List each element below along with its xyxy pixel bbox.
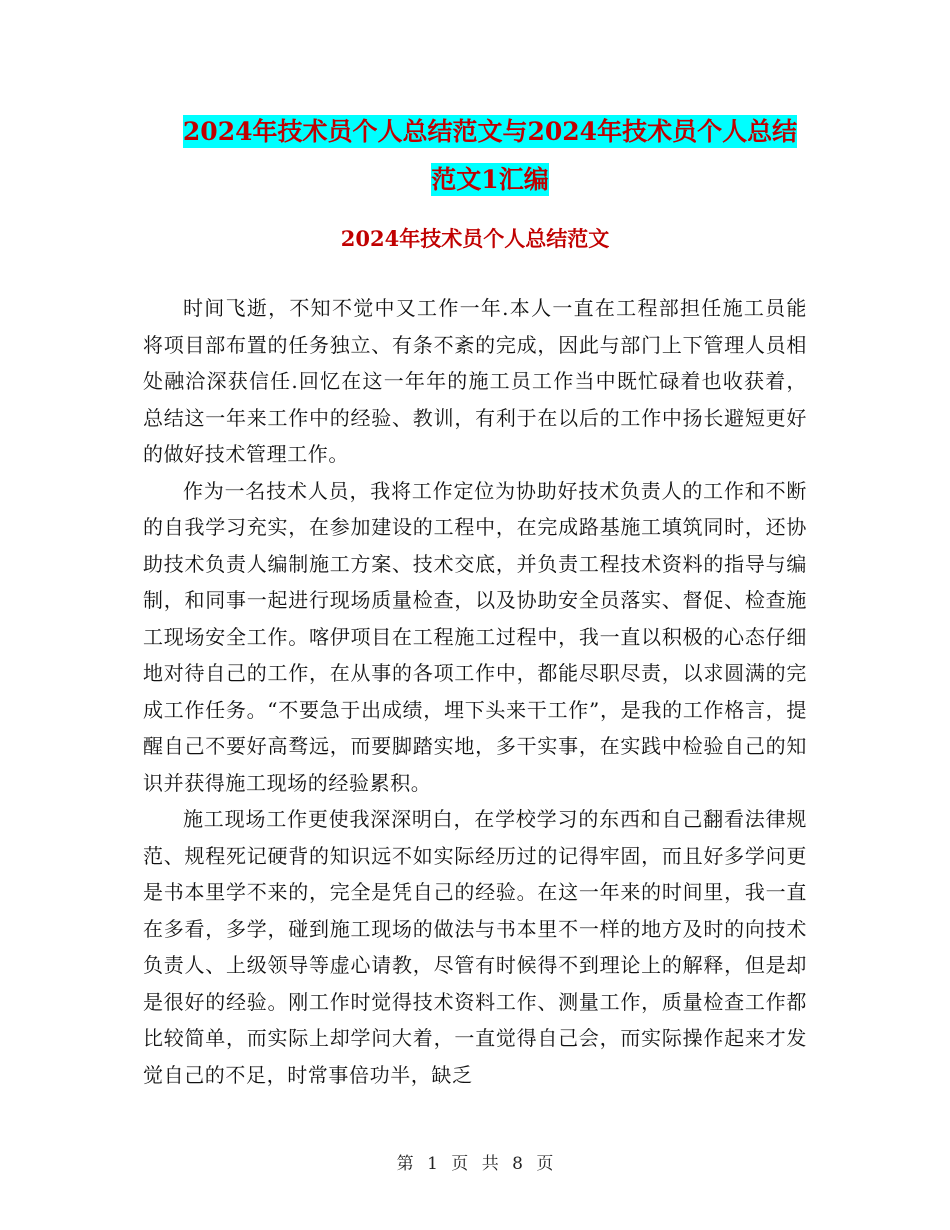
body-paragraph-2: 作为一名技术人员，我将工作定位为协助好技术负责人的工作和不断的自我学习充实，在参加建设的工程中，在完成路基施工填筑同时，还协助技术负责人编制施工方案、技术交底，并负责工程技术资料的指导与编制，和同事一起进行现场质量检查，以及协助安全员落实、督促、检查施工现场安全工作。喀伊项目在工程施工过程中，我一直以积极的心态仔细地对待自己的工作，在从事的各项工作中，都能尽职尽责，以求圆满的完成工作任务。“不要急于出成绩，埋下头来干工作”，是我的工作格言，提醒自己不要好高骛远，而要脚踏实地，多干实事，在实践中检验自己的知识并获得施工现场的经验累积。	[143, 478, 807, 795]
document-title-line-2: 范文1汇编	[431, 165, 549, 194]
footer-total-pages: 8	[512, 1154, 523, 1174]
footer-total-prefix: 共	[481, 1154, 499, 1174]
document-body	[143, 290, 807, 1093]
footer-page-label: 页	[451, 1154, 469, 1174]
footer-page-prefix: 第	[396, 1154, 414, 1174]
page-footer	[0, 1152, 950, 1176]
footer-page-number: 1	[427, 1154, 438, 1174]
footer-total-suffix: 页	[536, 1154, 554, 1174]
section-heading: 2024年技术员个人总结范文	[340, 226, 610, 251]
document-title-line-1: 2024年技术员个人总结范文与2024年技术员个人总结	[182, 117, 798, 146]
body-paragraph-1: 时间飞逝，不知不觉中又工作一年.本人一直在工程部担任施工员能将项目部布置的任务独立、有条不紊的完成，因此与部门上下管理人员相处融洽深获信任.回忆在这一年年的施工员工作当中既忙碌着也收获着， 总结这一年来工作中的经验、教训，有利于在以后的工作中扬长避短更好的做好技术管理工作。	[143, 296, 807, 466]
document-title	[140, 108, 840, 204]
body-paragraph-3: 施工现场工作更使我深深明白，在学校学习的东西和自己翻看法律规范、规程死记硬背的知识远不如实际经历过的记得牢固，而且好多学问更是书本里学不来的，完全是凭自己的经验。在这一年来的时间里，我一直在多看，多学，碰到施工现场的做法与书本里不一样的地方及时的向技术负责人、上级领导等虚心请教，尽管有时候得不到理论上的解释，但是却是很好的经验。刚工作时觉得技术资料工作、测量工作，质量检查工作都比较简单，而实际上却学问大着，一直觉得自己会，而实际操作起来才发觉自己的不足，时常事倍功半，缺乏	[143, 807, 807, 1087]
